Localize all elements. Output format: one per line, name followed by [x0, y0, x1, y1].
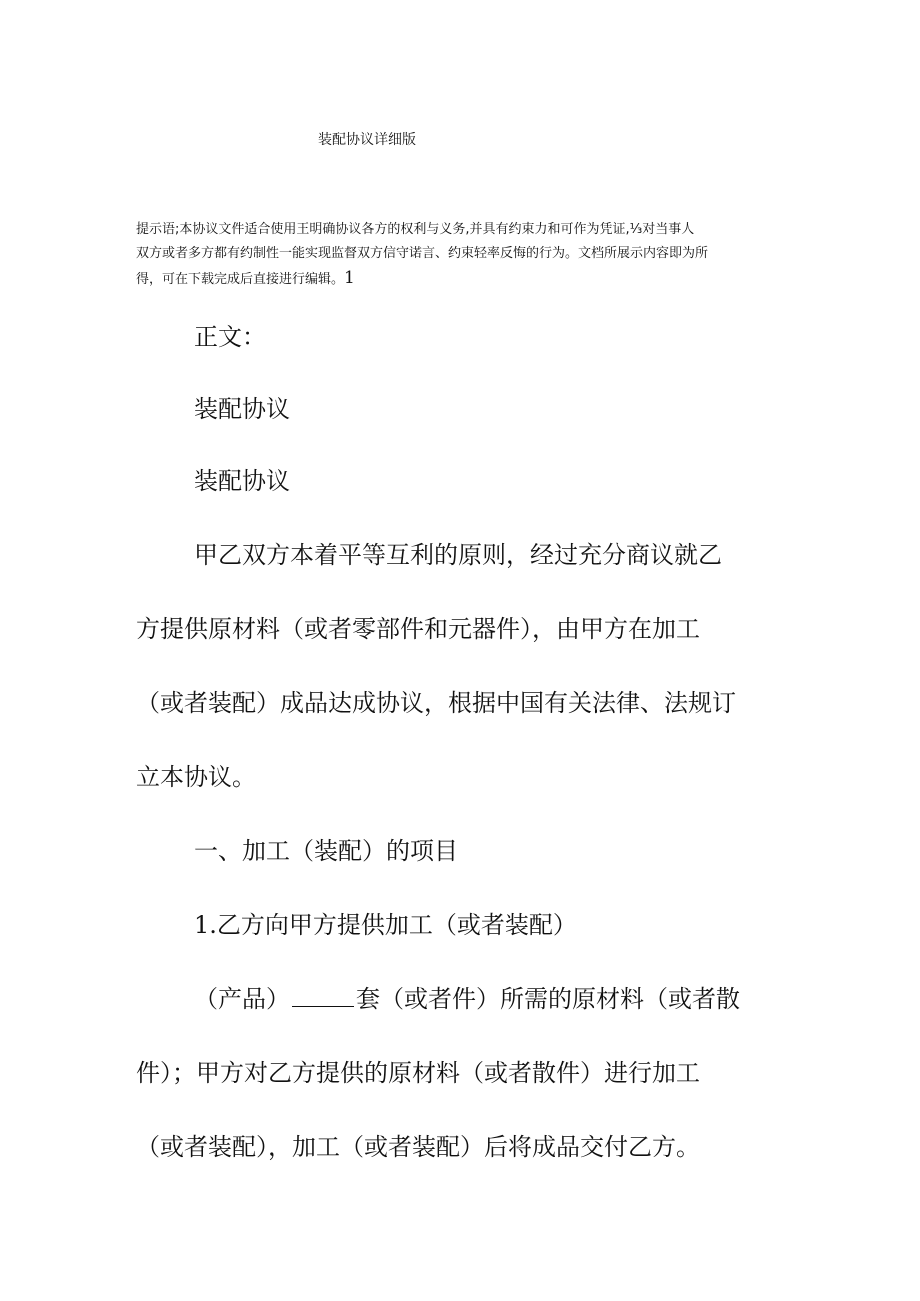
fill-in-blank — [292, 984, 354, 1007]
tip-line-text: 得，可在下载完成后直接进行编辑。 — [136, 272, 345, 287]
tip-paragraph — [136, 218, 786, 292]
item-continuation-line: （或者装配），加工（或者装配）后将成品交付乙方。 — [136, 1133, 700, 1161]
list-item-text: 乙方向甲方提供加工（或者装配） — [216, 911, 577, 939]
document-title: 装配协议详细版 — [318, 132, 416, 148]
list-item-number: 1. — [194, 911, 217, 939]
tip-line: 双方或者多方都有约制性一能实现监督双方信守诺言、约束轻率反悔的行为。文档所展示内容即为所 — [136, 246, 709, 261]
tip-line: 提示语;本协议文件适合使用王明确协议各方的权利与义务,并具有约束力和可作为凭证,⅓对当事人 — [136, 222, 695, 237]
body-heading: 正文： — [194, 323, 266, 351]
intro-line: （或者装配）成品达成协议，根据中国有关法律、法规订 — [136, 689, 736, 717]
item-prefix: （产品） — [194, 985, 290, 1013]
footnote-mark: 1 — [344, 268, 355, 288]
document-body — [136, 320, 796, 1164]
list-item — [136, 908, 796, 942]
item-continuation-line — [136, 982, 796, 1016]
item-suffix: 套（或者件）所需的原材料（或者散 — [356, 985, 740, 1013]
intro-line: 立本协议。 — [136, 763, 256, 791]
item-continuation-line: 件）；甲方对乙方提供的原材料（或者散件）进行加工 — [136, 1059, 700, 1087]
agreement-heading: 装配协议 — [194, 395, 290, 423]
section-title: 一、加工（装配）的项目 — [194, 837, 458, 865]
agreement-heading: 装配协议 — [194, 467, 290, 495]
intro-line: 甲乙双方本着平等互利的原则，经过充分商议就乙 — [194, 541, 722, 569]
intro-line: 方提供原材料（或者零部件和元器件），由甲方在加工 — [136, 615, 700, 643]
tip-line — [136, 266, 786, 292]
